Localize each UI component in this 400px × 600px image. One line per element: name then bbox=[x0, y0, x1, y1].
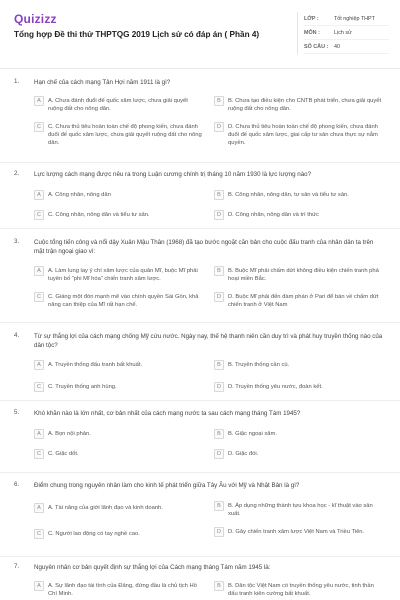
option-letter: B bbox=[214, 429, 224, 439]
meta-value: Lịch sử bbox=[334, 29, 352, 36]
question-divider bbox=[0, 228, 400, 229]
option-text: B. Truyền thống cần cù. bbox=[228, 362, 290, 368]
meta-row-subject bbox=[304, 26, 389, 40]
option-letter: C bbox=[34, 122, 44, 132]
option-text: B. Áp dụng những thành tựu khoa học - kĩ thuật vào sản xuất. bbox=[228, 503, 373, 517]
quizizz-logo: Quizizz bbox=[14, 12, 57, 26]
question-divider bbox=[0, 400, 400, 401]
option-text: B. Buộc Mĩ phải chấm dứt không điều kiện chiến tranh phá hoại miền Bắc. bbox=[228, 268, 379, 282]
option-letter: A bbox=[34, 360, 44, 370]
question-divider bbox=[0, 556, 400, 557]
option-text: A. Chưa đánh đuổi đế quốc xâm lược, chưa giải quyết ruộng đất cho nông dân. bbox=[48, 98, 188, 112]
option-text: D. Truyền thống yêu nước, đoàn kết. bbox=[228, 384, 323, 390]
question-1 bbox=[14, 78, 386, 146]
option-text: C. Giặc dốt. bbox=[48, 451, 79, 457]
meta-box bbox=[297, 12, 389, 54]
option-letter: A bbox=[34, 581, 44, 591]
question-text: Hạn chế của cách mạng Tân Hợi năm 1911 là gì? bbox=[34, 79, 171, 86]
meta-value: 40 bbox=[334, 43, 340, 50]
question-number: 5. bbox=[14, 409, 20, 416]
question-number: 4. bbox=[14, 332, 20, 339]
option-letter: D bbox=[214, 527, 224, 537]
question-3 bbox=[14, 238, 386, 308]
meta-key: MÔN : bbox=[304, 29, 320, 36]
option-letter: D bbox=[214, 292, 224, 302]
question-number: 6. bbox=[14, 481, 20, 488]
option-text: D. Gây chiến tranh xâm lược Việt Nam và Triều Tiên. bbox=[228, 529, 365, 535]
option-text: C. Giáng một đòn mạnh mẽ vào chính quyền Sài Gòn, khả năng can thiệp của Mĩ rất hạn chế. bbox=[48, 294, 199, 308]
option-letter: A bbox=[34, 503, 44, 513]
option-letter: B bbox=[214, 190, 224, 200]
option-letter: C bbox=[34, 292, 44, 302]
option-letter: B bbox=[214, 266, 224, 276]
question-text: Điểm chung trong nguyên nhân làm cho kinh tế phát triển giữa Tây Âu với Mỹ và Nhật Bản là gì? bbox=[34, 482, 300, 489]
question-number: 3. bbox=[14, 238, 20, 245]
meta-key: SỐ CÂU : bbox=[304, 43, 329, 50]
option-letter: D bbox=[214, 210, 224, 220]
meta-row-class bbox=[304, 12, 389, 26]
page-title: Tổng hợp Đề thi thử THPTQG 2019 Lịch sử có đáp án ( Phần 4) bbox=[14, 30, 260, 39]
question-4 bbox=[14, 332, 386, 390]
question-text: Cuộc tổng tiến công và nổi dậy Xuân Mậu Thân (1968) đã tạo bước ngoặt căn bản cho cuộc đấu tranh của nhân dân ta trên mặt trận ngoại giao vì: bbox=[34, 239, 374, 255]
option-letter: D bbox=[214, 382, 224, 392]
question-text: Lực lượng cách mạng được nêu ra trong Luận cương chính trị tháng 10 năm 1930 là lực lượng nào? bbox=[34, 171, 312, 178]
option-letter: B bbox=[214, 501, 224, 511]
option-letter: C bbox=[34, 449, 44, 459]
option-letter: C bbox=[34, 210, 44, 220]
question-text: Khó khăn nào là lớn nhất, cơ bản nhất của cách mạng nước ta sau cách mạng tháng Tám 1945? bbox=[34, 410, 301, 417]
option-text: A. Bọn nội phản. bbox=[48, 431, 91, 437]
meta-row-count bbox=[304, 40, 389, 54]
option-text: A. Làm lung lay ý chí xâm lược của quân Mĩ, buộc Mĩ phải tuyên bố “phi Mĩ hóa” chiến tranh xâm lược. bbox=[48, 268, 198, 282]
question-divider bbox=[0, 322, 400, 323]
option-letter: A bbox=[34, 190, 44, 200]
option-letter: D bbox=[214, 122, 224, 132]
question-number: 2. bbox=[14, 170, 20, 177]
question-5 bbox=[14, 409, 386, 457]
option-letter: B bbox=[214, 581, 224, 591]
option-text: D. Chưa thủ tiêu hoàn toàn chế độ phong kiến, chưa đánh đuổi đế quốc xâm lược, giai cấp tư sản chưa thực sự nắm quyền. bbox=[228, 124, 378, 146]
option-text: D. Công nhân, nông dân và trí thức bbox=[228, 212, 319, 218]
option-text: A. Sự lãnh đạo tài tình của Đảng, đứng đầu là chủ tịch Hồ Chí Minh. bbox=[48, 583, 197, 597]
question-divider bbox=[0, 472, 400, 473]
option-text: B. Công nhân, nông dân, tư sản và tiểu tư sản. bbox=[228, 192, 349, 198]
option-text: B. Chưa tạo điều kiện cho CNTB phát triển, chưa giải quyết ruộng đất cho nông dân. bbox=[228, 98, 382, 112]
option-text: B. Giặc ngoại xâm. bbox=[228, 431, 277, 437]
option-text: B. Dân tộc Việt Nam có truyền thống yêu nước, tinh thần đấu tranh kiên cường bất khuất. bbox=[228, 583, 374, 597]
option-letter: C bbox=[34, 529, 44, 539]
option-letter: A bbox=[34, 266, 44, 276]
option-text: A. Công nhân, nông dân bbox=[48, 192, 111, 198]
option-letter: B bbox=[214, 360, 224, 370]
question-divider bbox=[0, 162, 400, 163]
question-6 bbox=[14, 481, 386, 537]
option-letter: D bbox=[214, 449, 224, 459]
option-letter: B bbox=[214, 96, 224, 106]
option-letter: A bbox=[34, 429, 44, 439]
option-text: A. Tài năng của giới lãnh đạo và kinh doanh. bbox=[48, 505, 163, 511]
option-text: D. Buộc Mĩ phải đến đàm phán ở Pari để bàn về chấm dứt chiến tranh ở Việt Nam bbox=[228, 294, 379, 308]
question-7 bbox=[14, 563, 386, 597]
question-number: 1. bbox=[14, 78, 20, 85]
option-text: C. Truyền thống anh hùng. bbox=[48, 384, 117, 390]
question-2 bbox=[14, 170, 386, 218]
question-text: Từ sự thắng lợi của cách mạng chống Mỹ cứu nước. Ngày nay, thế hệ thanh niên cần duy trì và phát huy truyền thống nào của dân tộc? bbox=[34, 333, 383, 349]
meta-value: Tốt nghiệp THPT bbox=[334, 15, 375, 22]
option-text: C. Người lao động có tay nghề cao. bbox=[48, 531, 140, 537]
option-letter: A bbox=[34, 96, 44, 106]
meta-key: LỚP : bbox=[304, 15, 319, 22]
option-text: D. Giặc đói. bbox=[228, 451, 259, 457]
question-text: Nguyên nhân cơ bản quyết định sự thắng lợi của Cách mạng tháng Tám năm 1945 là: bbox=[34, 564, 271, 571]
question-number: 7. bbox=[14, 563, 20, 570]
option-text: A. Truyền thống đấu tranh bất khuất. bbox=[48, 362, 143, 368]
option-text: C. Công nhân, nông dân và tiểu tư sản. bbox=[48, 212, 150, 218]
option-letter: C bbox=[34, 382, 44, 392]
page-header bbox=[0, 0, 400, 66]
header-divider bbox=[0, 68, 400, 69]
option-text: C. Chưa thủ tiêu hoàn toàn chế độ phong kiến, chưa đánh đuổi đế quốc xâm lược, chưa giải quyết ruộng đất cho nông dân. bbox=[48, 124, 202, 146]
